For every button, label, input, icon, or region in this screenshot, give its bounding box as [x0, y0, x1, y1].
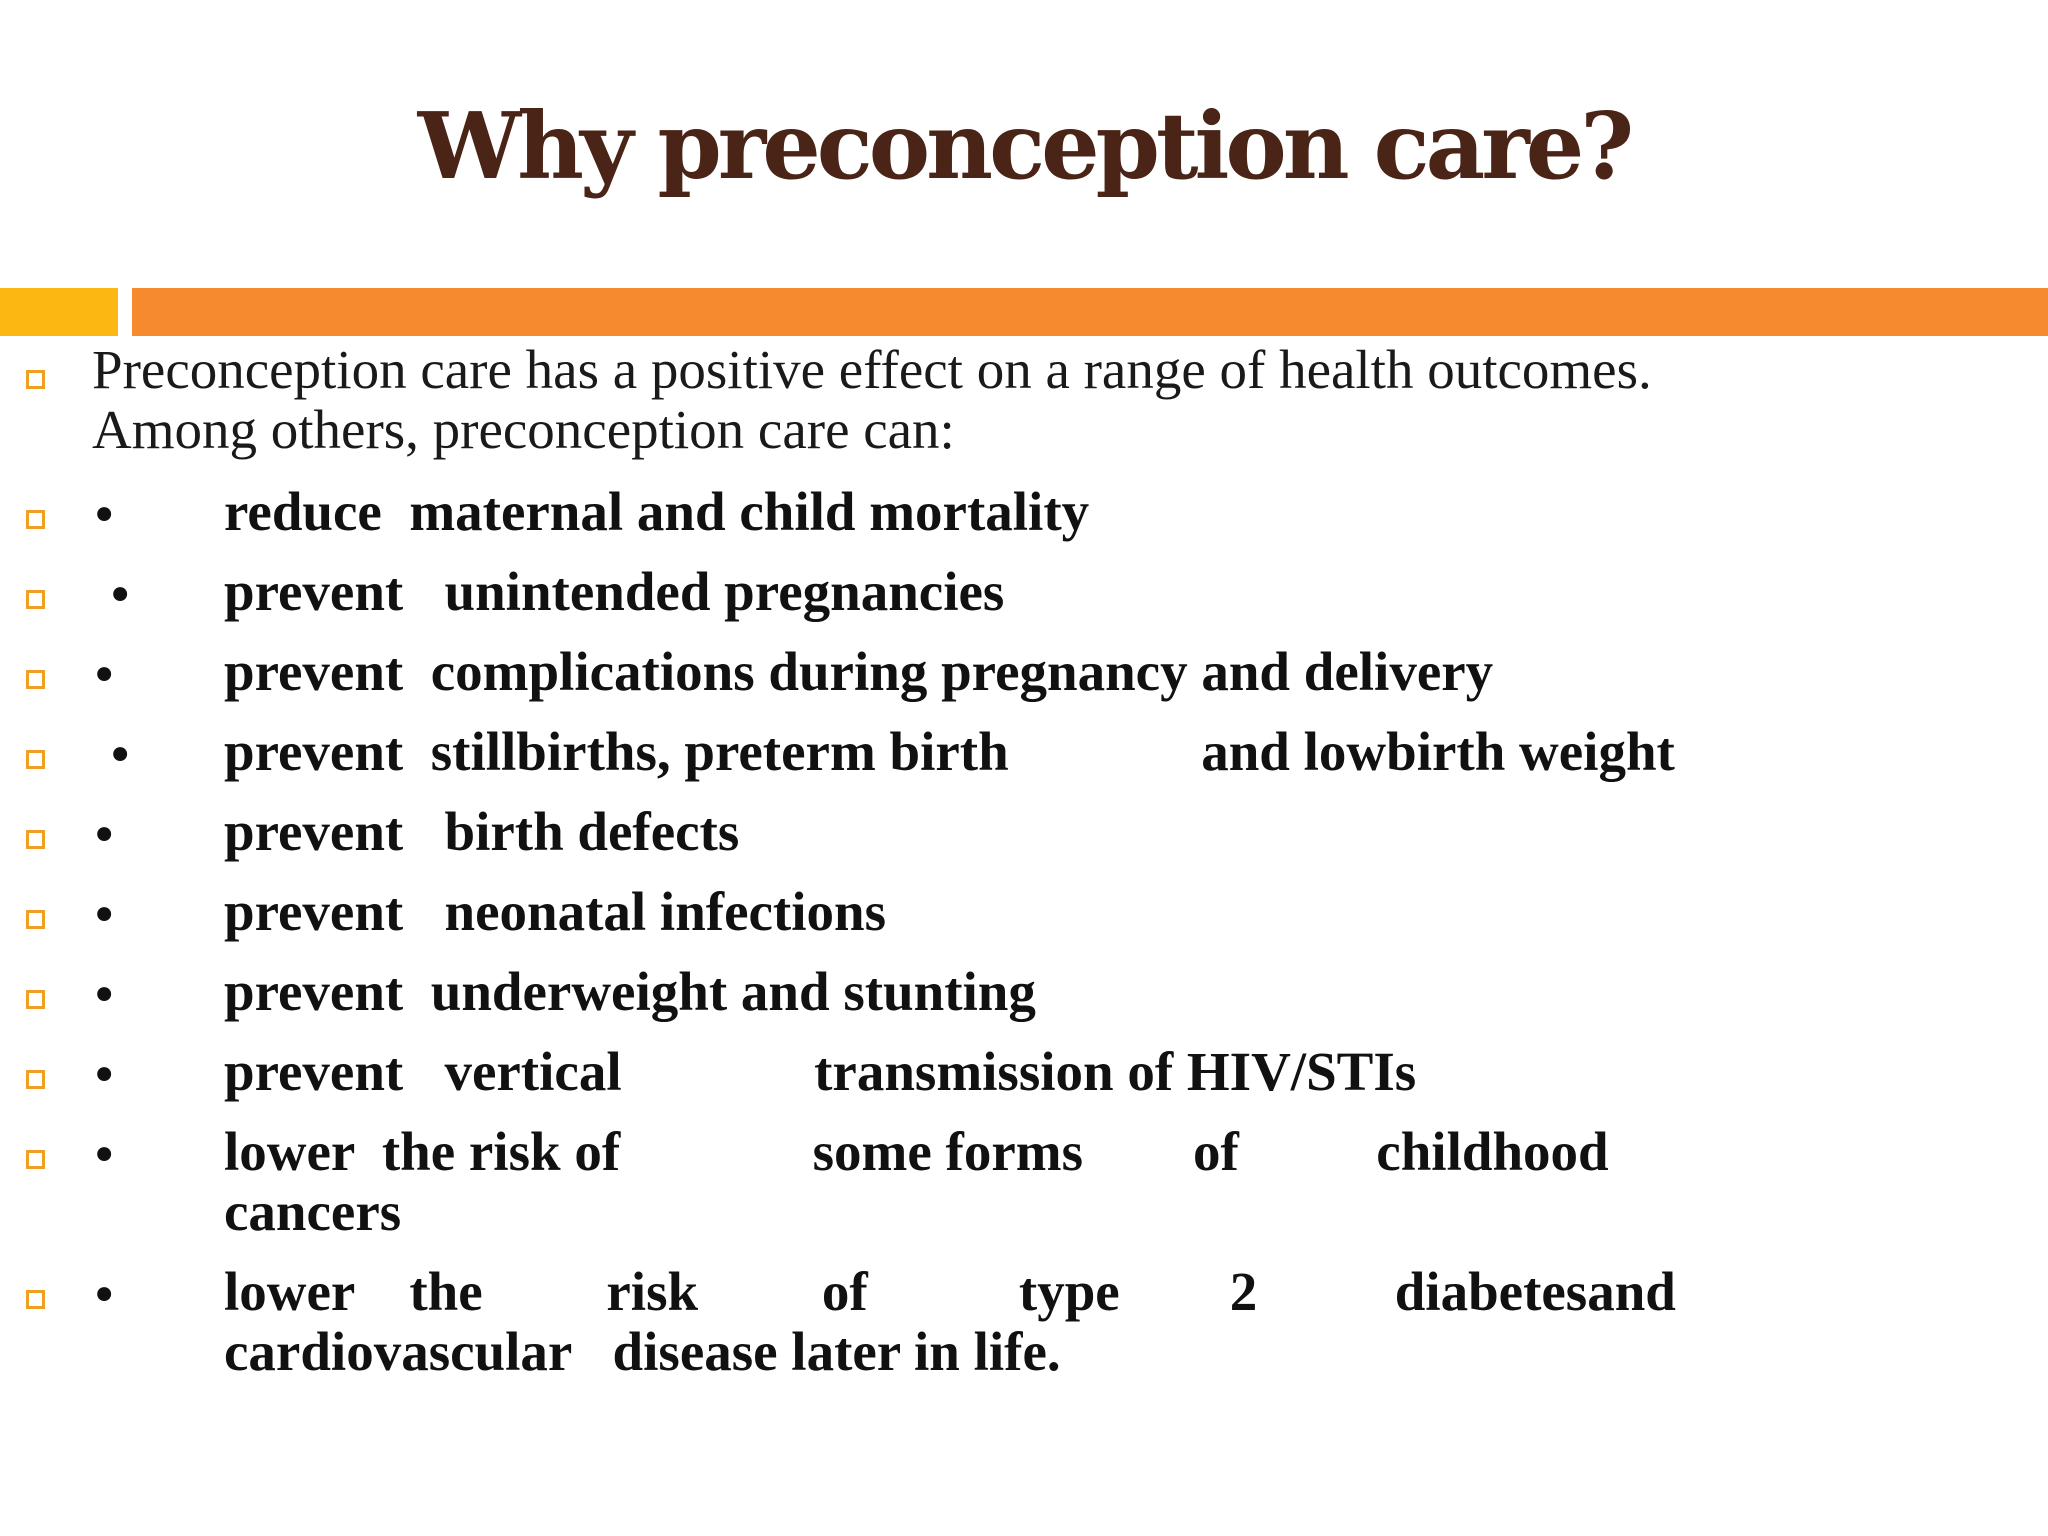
bullet-text-continued: cardiovascular disease later in life.	[224, 1321, 1061, 1382]
square-bullet-icon	[26, 750, 45, 769]
round-bullet-icon: •	[90, 808, 119, 864]
round-bullet-icon: •	[106, 568, 135, 624]
bullet-text: prevent birth defects	[224, 801, 740, 862]
bullet-text: prevent neonatal infections	[224, 881, 887, 942]
bullet-text: prevent unintended pregnancies	[224, 561, 1005, 622]
round-bullet-icon: •	[106, 728, 135, 784]
square-bullet-icon	[26, 990, 45, 1009]
square-bullet-icon	[26, 1070, 45, 1089]
round-bullet-icon: •	[90, 968, 119, 1024]
bullet-text: prevent stillbirths, preterm birth and lowbirth weight	[224, 721, 1675, 782]
round-bullet-icon: •	[90, 648, 119, 704]
bullet-text: reduce maternal and child mortality	[224, 481, 1090, 542]
intro-line-2: Among others, preconception care can:	[92, 399, 955, 460]
bullet-text: prevent complications during pregnancy and delivery	[224, 641, 1494, 702]
accent-band-right	[132, 288, 2048, 336]
round-bullet-icon: •	[90, 488, 119, 544]
bullet-text-continued: cancers	[224, 1181, 402, 1242]
intro-line-1: Preconception care has a positive effect on a range of health outcomes.	[92, 339, 1652, 400]
bullet-text: prevent vertical transmission of HIV/STIs	[224, 1041, 1417, 1102]
square-bullet-icon	[26, 1290, 45, 1309]
slide-title: Why preconception care?	[417, 92, 1631, 200]
bullet-text: lower the risk of some forms of childhood	[224, 1121, 1609, 1182]
square-bullet-icon	[26, 910, 45, 929]
round-bullet-icon: •	[90, 888, 119, 944]
square-bullet-icon	[26, 1150, 45, 1169]
square-bullet-icon	[26, 370, 45, 389]
bullet-text: lower the risk of type 2 diabetesand	[224, 1261, 1676, 1322]
square-bullet-icon	[26, 830, 45, 849]
square-bullet-icon	[26, 510, 45, 529]
round-bullet-icon: •	[90, 1128, 119, 1184]
round-bullet-icon: •	[90, 1268, 119, 1324]
accent-band-left	[0, 288, 118, 336]
round-bullet-icon: •	[90, 1048, 119, 1104]
square-bullet-icon	[26, 590, 45, 609]
bullet-text: prevent underweight and stunting	[224, 961, 1036, 1022]
square-bullet-icon	[26, 670, 45, 689]
